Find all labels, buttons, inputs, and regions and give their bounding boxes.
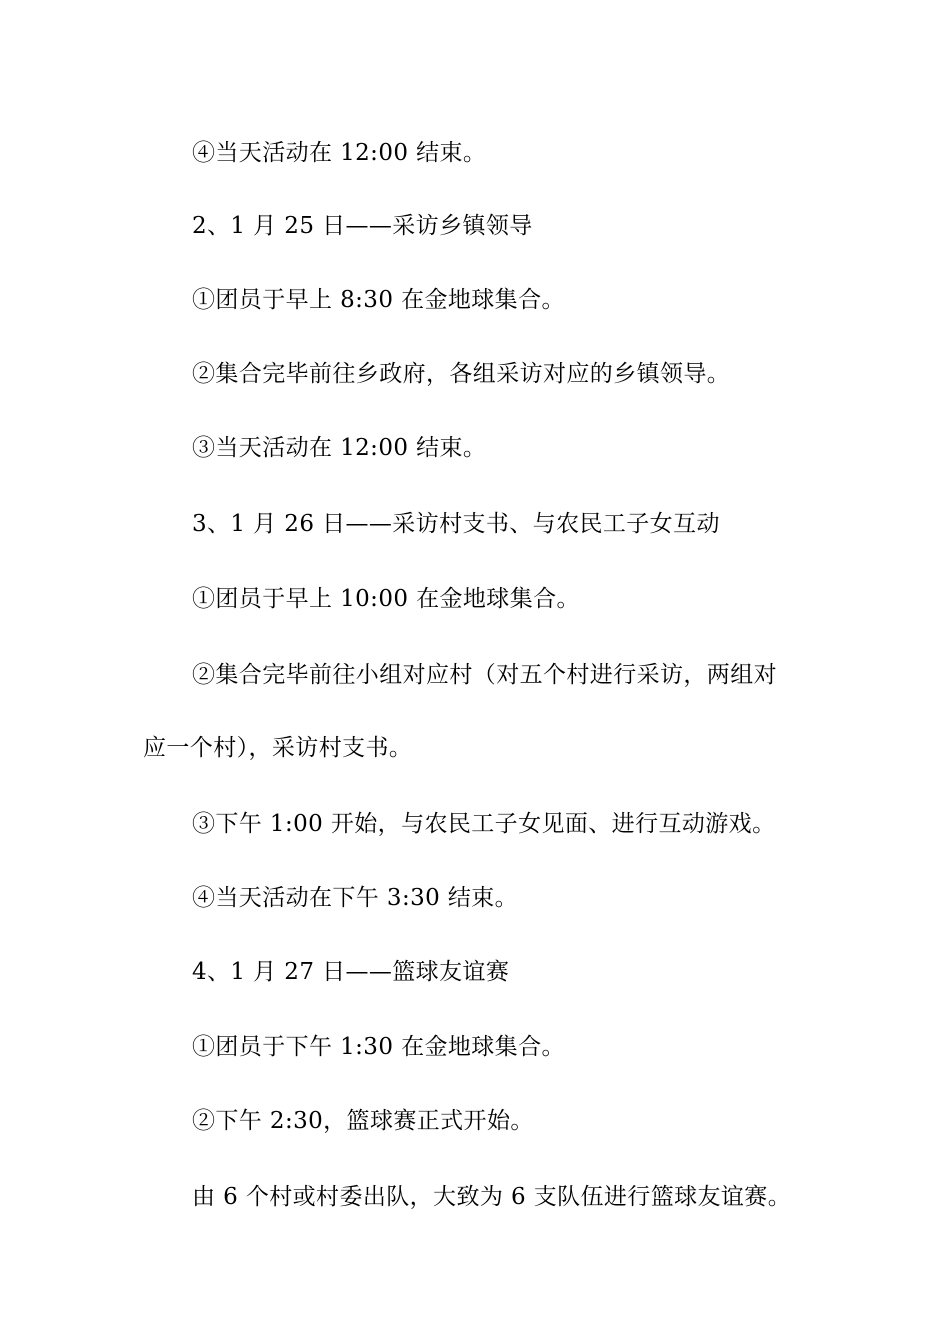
step-line: ③当天活动在 12:00 结束。 bbox=[192, 435, 487, 461]
section-heading: 2、1 月 25 日——采访乡镇领导 bbox=[192, 213, 533, 239]
step-line: ③下午 1:00 开始，与农民工子女见面、进行互动游戏。 bbox=[192, 811, 776, 837]
step-line: ②集合完毕前往乡政府，各组采访对应的乡镇领导。 bbox=[192, 361, 731, 387]
step-line: ④当天活动在 12:00 结束。 bbox=[192, 140, 487, 166]
step-line: ④当天活动在下午 3:30 结束。 bbox=[192, 885, 519, 911]
paragraph-line: 由 6 个村或村委出队，大致为 6 支队伍进行篮球友谊赛。 bbox=[192, 1184, 792, 1210]
step-line-continuation: 应一个村），采访村支书。 bbox=[143, 735, 413, 761]
section-heading: 3、1 月 26 日——采访村支书、与农民工子女互动 bbox=[192, 511, 720, 537]
step-line: ①团员于早上 10:00 在金地球集合。 bbox=[192, 586, 580, 612]
step-line: ①团员于早上 8:30 在金地球集合。 bbox=[192, 287, 565, 313]
section-heading: 4、1 月 27 日——篮球友谊赛 bbox=[192, 959, 510, 985]
step-line: ①团员于下午 1:30 在金地球集合。 bbox=[192, 1034, 565, 1060]
step-line: ②下午 2:30，篮球赛正式开始。 bbox=[192, 1108, 534, 1134]
step-line: ②集合完毕前往小组对应村（对五个村进行采访，两组对 bbox=[192, 662, 777, 688]
